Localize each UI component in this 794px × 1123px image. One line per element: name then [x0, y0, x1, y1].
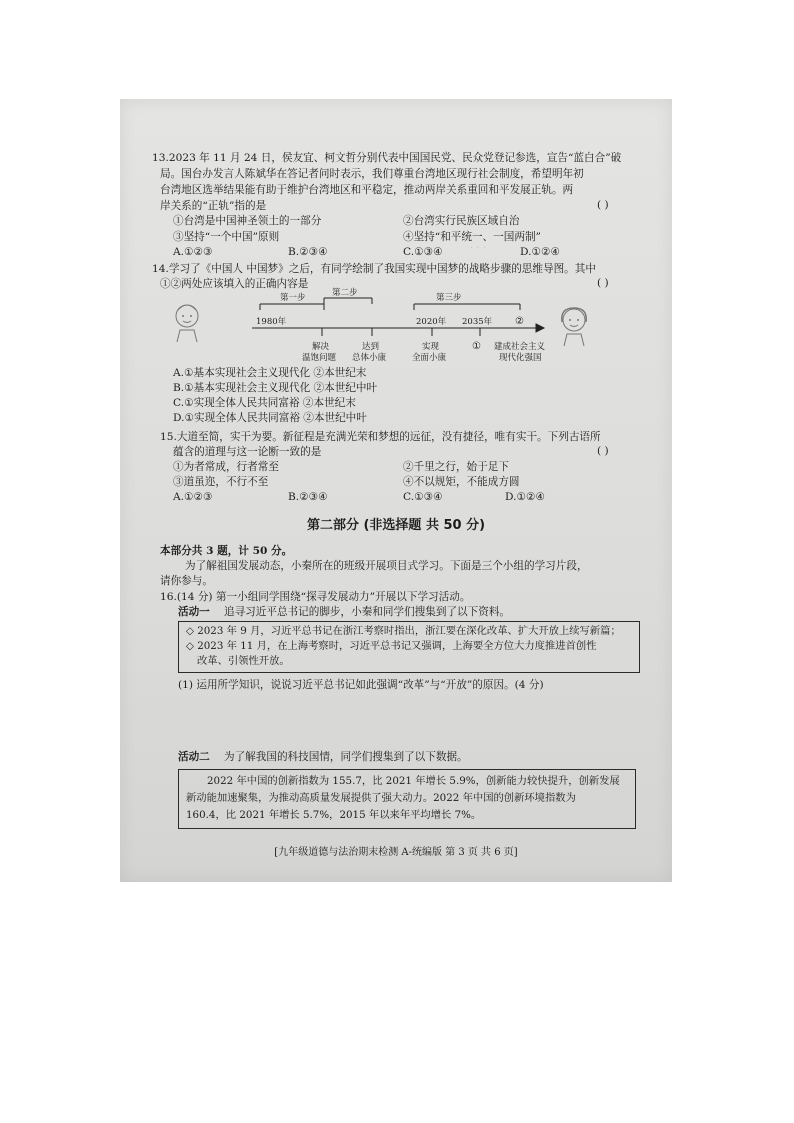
q14-choice-a: A.①基本实现社会主义现代化 ②本世纪末 [173, 367, 367, 379]
q13-choice-d: D.①②④ [520, 246, 560, 258]
q15-answer-bracket: ( ) [597, 445, 609, 457]
timeline-blank-2: ② [515, 316, 524, 327]
timeline-label-wenbao: 温饱问题 [302, 353, 337, 363]
timeline-step-1: 第一步 [280, 293, 306, 303]
q14-line-2: ①②两处应该填入的正确内容是 [160, 278, 309, 290]
q15-line-1: 15.大道至简，实干为要。新征程是充满光荣和梦想的远征，没有捷径，唯有实干。下列古语所 [160, 431, 601, 443]
activity-1-material-line-3: 改革、引领性开放。 [197, 655, 290, 667]
timeline-label-zongti: 总体小康 [352, 353, 387, 363]
q14-answer-bracket: ( ) [597, 277, 609, 289]
activity-2-data-line-3: 160.4，比 2021 年增长 5.7%，2015 年以来年平均增长 7%。 [186, 809, 482, 821]
part-2-note: 本部分共 3 题，计 50 分。 [160, 545, 293, 557]
timeline-label-jiancheng: 建成社会主义 [494, 342, 546, 352]
q13-option-3: ③坚持“一个中国”原则 [173, 231, 280, 243]
boy-figure-icon [170, 300, 204, 344]
q15-choice-d: D.①②④ [505, 491, 545, 503]
activity-1-label: 活动一 [178, 606, 210, 618]
activity-2-label: 活动二 [178, 751, 210, 763]
timeline-year-2020: 2020年 [416, 317, 447, 327]
q15-choice-b: B.②③④ [288, 491, 328, 503]
activity-1-material-line-1: ◇ 2023 年 9 月，习近平总书记在浙江考察时指出，浙江要在深化改革、扩大开放上续写新篇； [186, 625, 621, 637]
q15-line-2: 蕴含的道理与这一论断一致的是 [173, 446, 322, 458]
activity-2-data-line-2: 新动能加速聚集，为推动高质量发展提供了强大动力。2022 年中国的创新环境指数为 [186, 792, 576, 804]
timeline-label-dada: 达到 [362, 342, 380, 352]
bleed-through-text: · · · [470, 243, 486, 254]
part-2-intro-line-1: 为了解祖国发展动态，小秦所在的班级开展项目式学习。下面是三个小组的学习片段， [185, 560, 588, 572]
q15-choice-a: A.①②③ [173, 491, 213, 503]
timeline-label-shixian: 实现 [422, 342, 440, 352]
q13-choice-c: C.①③④ [403, 246, 443, 258]
strategic-steps-timeline [252, 288, 552, 366]
timeline-step-3: 第三步 [436, 293, 462, 303]
timeline-label-qiangguo: 现代化强国 [499, 353, 542, 363]
q14-choice-d: D.①实现全体人民共同富裕 ②本世纪中叶 [173, 412, 367, 424]
q15-option-4: ④不以规矩，不能成方圆 [403, 476, 520, 488]
q13-choice-a: A.①②③ [173, 246, 213, 258]
activity-1-material-line-2: ◇ 2023 年 11 月，在上海考察时，习近平总书记又强调，上海要全方位大力度推进首创性 [186, 640, 597, 652]
activity-2-text: 为了解我国的科技国情，同学们搜集到了以下数据。 [224, 751, 468, 763]
timeline-year-1980: 1980年 [256, 317, 287, 327]
q13-option-4: ④坚持“和平统一、一国两制” [403, 231, 541, 243]
q15-option-2: ②千里之行，始于足下 [403, 461, 509, 473]
q14-choice-b: B.①基本实现社会主义现代化 ②本世纪中叶 [173, 382, 378, 394]
timeline-label-quanmian: 全面小康 [412, 353, 447, 363]
q15-choice-c: C.①③④ [403, 491, 443, 503]
q14-line-1: 14.学习了《中国人 中国梦》之后，有同学绘制了我国实现中国梦的战略步骤的思维导图。其中 [152, 263, 596, 275]
timeline-year-2035: 2035年 [462, 317, 493, 327]
girl-figure-icon [556, 304, 592, 348]
page-footer: [九年级道德与法治期末检测 A-统编版 第 3 页 共 6 页] [274, 847, 518, 858]
q15-option-1: ①为者常成，行者常至 [173, 461, 279, 473]
q13-line-2: 局。国台办发言人陈斌华在答记者问时表示，我们尊重台湾地区现行社会制度，希望明年初 [160, 168, 584, 180]
q13-line-4: 岸关系的“正轨”指的是 [160, 200, 267, 212]
q13-option-2: ②台湾实行民族区域自治 [403, 215, 520, 227]
q16-sub-question-1: (1) 运用所学知识，说说习近平总书记如此强调“改革”与“开放”的原因。(4 分) [178, 679, 544, 691]
q14-choice-c: C.①实现全体人民共同富裕 ②本世纪末 [173, 397, 356, 409]
timeline-label-jiejue: 解决 [312, 342, 330, 352]
part-2-intro-line-2: 请你参与。 [160, 575, 213, 587]
q16-heading: 16.(14 分) 第一小组同学围绕“探寻发展动力”开展以下学习活动。 [160, 591, 471, 603]
timeline-blank-1: ① [472, 341, 481, 352]
q13-answer-bracket: ( ) [597, 199, 609, 211]
activity-1-text: 追寻习近平总书记的脚步，小秦和同学们搜集到了以下资料。 [224, 606, 511, 618]
q13-line-3: 台湾地区选举结果能有助于维护台湾地区和平稳定，推动两岸关系重回和平发展正轨。两 [160, 184, 574, 196]
q13-option-1: ①台湾是中国神圣领土的一部分 [173, 215, 322, 227]
q13-line-1: 13.2023 年 11 月 24 日，侯友宜、柯文哲分别代表中国国民党、民众党登记参选，宣告“蓝白合”破 [152, 152, 622, 164]
activity-2-data-line-1: 2022 年中国的创新指数为 155.7，比 2021 年增长 5.9%，创新能力较快提升，创新发展 [207, 775, 620, 787]
q13-choice-b: B.②③④ [288, 246, 328, 258]
timeline-step-2: 第二步 [332, 288, 358, 298]
q15-option-3: ③道虽迩，不行不至 [173, 476, 269, 488]
part-2-title: 第二部分 (非选择题 共 50 分) [306, 518, 486, 533]
